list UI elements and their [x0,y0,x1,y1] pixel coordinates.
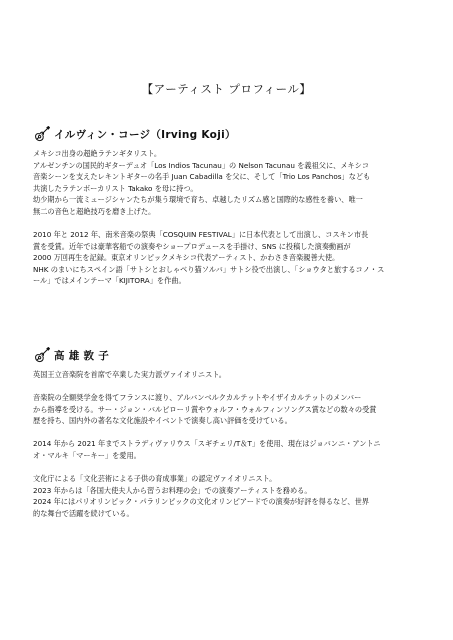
text-line: アルゼンチンの国民的ギターデュオ「Los Indios Tacunau」の Nelson Tacunau を義祖父に、メキシコ [33,160,369,170]
artist-profile-irving-koji [33,124,433,287]
violin-icon [33,346,51,364]
profile-paragraph [33,392,433,427]
text-line: 賞を受賞。近年では豪華客船での演奏やショープロデュースを手掛け、SNS に投稿した演奏動画が [33,241,351,251]
text-line: 歴を持ち、国内外の著名な文化施設やイベントで演奏し高い評価を受けている。 [33,416,292,426]
text-line: 的な舞台で活躍を続けている。 [33,508,134,518]
text-line: 2014 年から 2021 年までストラディヴァリウス「スギチェリ/T＆T」を使用、現在はジョバンニ・アントニ [33,439,381,449]
profile-paragraph [33,229,433,287]
text-line: 2000 万回再生を記録。東京オリンピックメキシコ代表アーティスト、かわさき音楽親善大使。 [33,253,340,263]
text-line: 幼少期から一流ミュージシャンたちが集う環境で育ち、卓越したリズム感と国際的な感性を養い、唯一 [33,195,363,205]
text-line: 音楽シーンを支えたレキントギターの名手 Juan Cabadilla を父に、そして「Trio Los Panchos」なども [33,172,371,182]
text-line: メキシコ出身の超絶ラテンギタリスト。 [33,149,162,158]
artist-profile-takao-atsuko [33,345,433,519]
text-line: 2024 年にはパリオリンピック・パラリンピックの文化オリンピアードでの演奏が好評を得るなど、世界 [33,497,369,507]
text-line: 2010 年と 2012 年、南米音楽の祭典「COSQUIN FESTIVAL」に日本代表として出演し、コスキン市長 [33,230,369,240]
profile-paragraph [33,369,433,381]
text-line: 無二の音色と超絶技巧を磨き上げた。 [33,206,156,216]
text-line: 文化庁による「文化芸術による子供の育成事業」の認定ヴァイオリニスト。 [33,474,277,484]
profile-paragraph [33,438,433,461]
text-line: NHK のまいにちスペイン語「サトシとおしゃべり猫ソルバ」サトシ役で出演し、「ショウタと旅するコノ・ス [33,264,385,274]
text-line: オ・マルキ「マーキー」を愛用。 [33,450,141,460]
artist-name: 高 雄 敦 子 [54,349,110,362]
guitar-icon [33,125,51,143]
text-line: ール」ではメインテーマ「KIJITORA」を作曲。 [33,276,186,286]
text-line: 共演したラテンボーカリスト Takako を母に持つ。 [33,183,198,193]
text-line: 音楽院の全額奨学金を得てフランスに渡り、アルバンベルクカルテットやイザイカルテットのメンバー [33,393,362,403]
profile-paragraph [33,148,433,218]
artist-header [33,124,433,144]
artist-name: イルヴィン・コージ（Irving Koji） [54,128,236,141]
profile-paragraph [33,473,433,519]
text-line: から指導を受ける。サー・ジョン・バルビローリ賞やウォルフ・ウォルフィンソングス賞などの数々の受賞 [33,404,377,414]
artist-header [33,345,433,365]
text-line: 2023 年からは「各国大使夫人から習うお料理の会」での演奏アーティストを務める。 [33,485,312,495]
page-title: 【アーティスト プロフィール】 [141,82,312,96]
text-line: 英国王立音楽院を首席で卒業した実力派ヴァイオリニスト。 [33,370,226,379]
